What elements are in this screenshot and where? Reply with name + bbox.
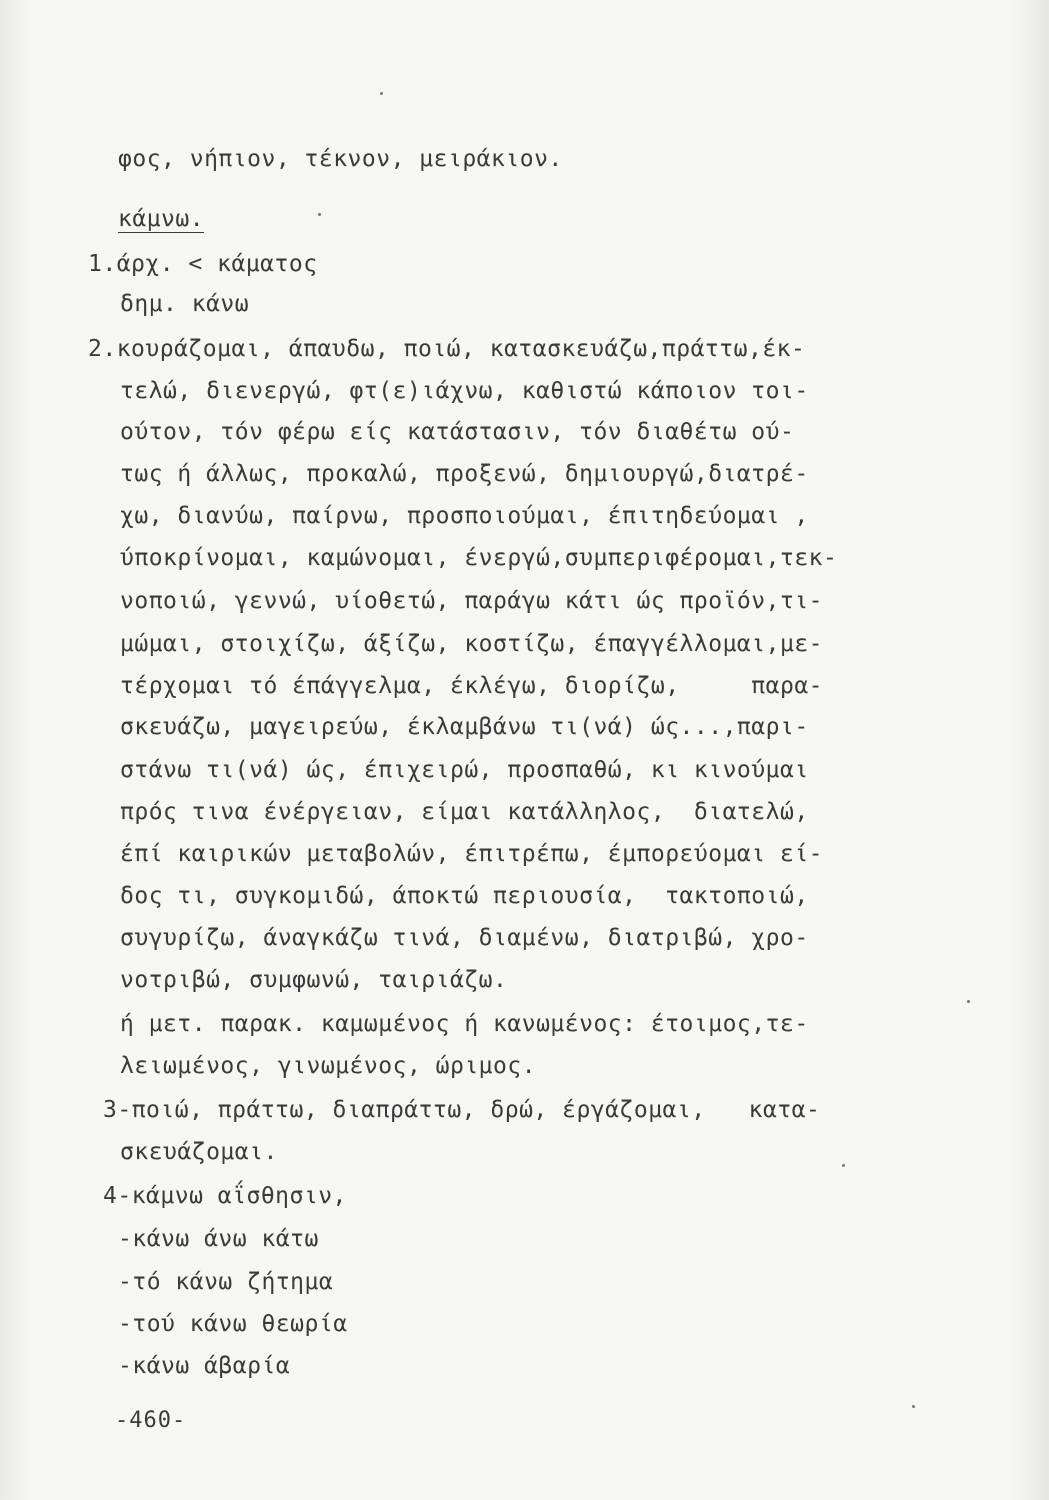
text-line-25: 4-κάμνω αΐσθησιν, xyxy=(103,1183,347,1209)
text-line-26: -κάνω άνω κάτω xyxy=(118,1226,319,1252)
text-line-16: πρός τινα ένέργειαν, είμαι κατάλληλος, διατελώ, xyxy=(120,799,809,825)
page-number: -460- xyxy=(115,1408,187,1433)
text-line-13: τέρχομαι τό έπάγγελμα, έκλέγω, διορίζω, παρα- xyxy=(120,673,824,699)
text-line-27: -τό κάνω ζήτημα xyxy=(118,1269,334,1295)
text-line-28: -τού κάνω θεωρία xyxy=(118,1311,348,1337)
entry-heading: κάμνω. xyxy=(118,206,205,232)
text-line-10: ύποκρίνομαι, καμώνομαι, ένεργώ,συμπεριφέρομαι,τεκ- xyxy=(120,545,838,571)
text-line-20: νοτριβώ, συμφωνώ, ταιριάζω. xyxy=(120,967,508,993)
scan-speck xyxy=(380,92,383,95)
text-line-1: φος, νήπιον, τέκνον, μειράκιον. xyxy=(118,146,563,172)
text-line-19: συγυρίζω, άναγκάζω τινά, διαμένω, διατριβώ, χρο- xyxy=(120,925,809,951)
text-line-4: δημ. κάνω xyxy=(120,291,250,317)
text-line-7: ούτον, τόν φέρω είς κατάστασιν, τόν διαθέτω ού- xyxy=(120,419,795,445)
text-line-29: -κάνω άβαρία xyxy=(118,1353,291,1379)
text-line-12: μώμαι, στοιχίζω, άξίζω, κοστίζω, έπαγγέλλομαι,με- xyxy=(120,631,824,657)
text-line-11: νοποιώ, γεννώ, υίοθετώ, παράγω κάτι ώς προϊόν,τι- xyxy=(120,588,824,614)
scan-speck xyxy=(912,1405,915,1408)
scan-speck xyxy=(318,213,321,216)
scan-speck xyxy=(842,1164,845,1167)
text-line-8: τως ή άλλως, προκαλώ, προξενώ, δημιουργώ,διατρέ- xyxy=(120,461,809,487)
text-line-9: χω, διανύω, παίρνω, προσποιούμαι, έπιτηδεύομαι , xyxy=(120,503,809,529)
text-line-6: τελώ, διενεργώ, φτ(ε)ιάχνω, καθιστώ κάποιον τοι- xyxy=(120,378,809,404)
text-line-23: 3-ποιώ, πράττω, διαπράττω, δρώ, έργάζομαι, κατα- xyxy=(103,1097,821,1123)
text-line-24: σκευάζομαι. xyxy=(120,1139,278,1165)
text-line-5: 2.κουράζομαι, άπαυδω, ποιώ, κατασκευάζω,πράττω,έκ- xyxy=(88,336,806,362)
text-line-15: στάνω τι(νά) ώς, έπιχειρώ, προσπαθώ, κι κινούμαι xyxy=(120,757,809,783)
text-line-17: έπί καιρικών μεταβολών, έπιτρέπω, έμπορεύομαι εί- xyxy=(120,841,824,867)
text-line-21: ή μετ. παρακ. καμωμένος ή κανωμένος: έτοιμος,τε- xyxy=(120,1011,809,1037)
text-line-18: δος τι, συγκομιδώ, άποκτώ περιουσία, τακτοποιώ, xyxy=(120,883,809,909)
text-line-22: λειωμένος, γινωμένος, ώριμος. xyxy=(120,1053,537,1079)
text-line-14: σκευάζω, μαγειρεύω, έκλαμβάνω τι(νά) ώς...,παρι- xyxy=(120,714,809,740)
text-line-3: 1.άρχ. < κάματος xyxy=(88,251,318,277)
scan-speck xyxy=(967,1000,970,1003)
